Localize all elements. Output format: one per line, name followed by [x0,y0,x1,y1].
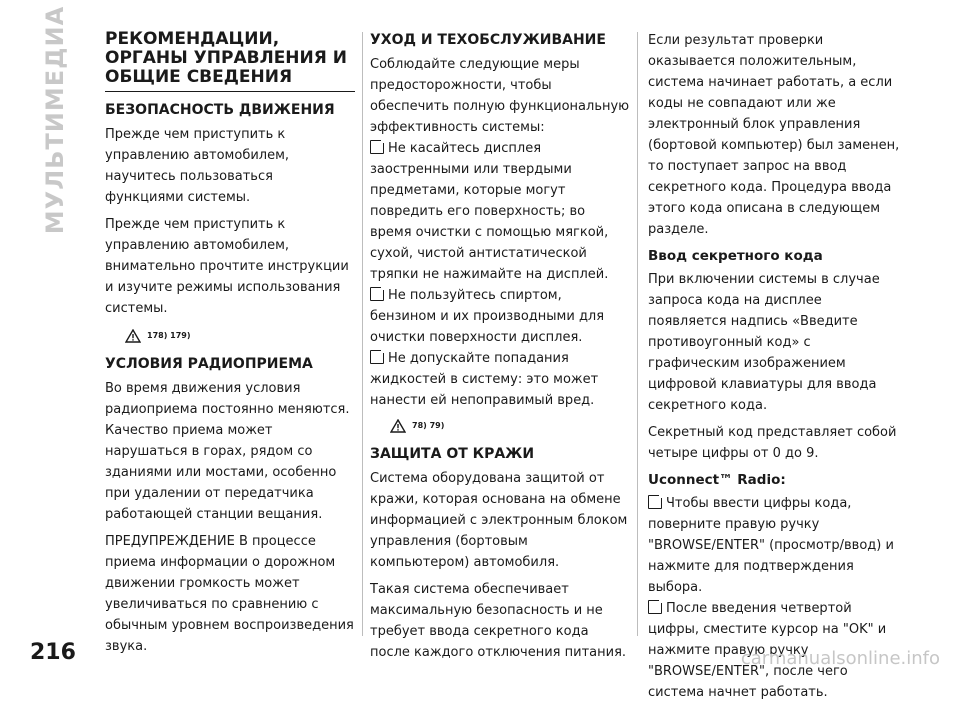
subsection-title: Uconnect™ Radio: [648,472,786,488]
column-1 [105,30,355,663]
warning-references [125,325,355,346]
list-item: После введения четвертой цифры, сместите курсор на "OK" и нажмите правую ручку "BROWSE/ENTER", после чего система начнет работать. [648,601,887,700]
section-label: МУЛЬТИМЕДИА [41,5,70,235]
paragraph: Система оборудована защитой от кражи, которая основана на обмене информацией с электронным блоком управления (бортовым компьютером) автомобиля. [370,471,628,570]
checkbox-bullet-icon [370,350,384,364]
checkbox-bullet-icon [648,600,662,614]
column-divider [362,32,363,636]
warning-triangle-icon [125,329,141,343]
section-title: УСЛОВИЯ РАДИОПРИЕМА [105,356,313,372]
paragraph: Соблюдайте следующие меры предосторожности, чтобы обеспечить полную функциональную эффективность системы: [370,57,630,135]
paragraph: Такая система обеспечивает максимальную безопасность и не требует ввода секретного кода после каждого отключения питания. [370,582,627,660]
list-item: Не пользуйтесь спиртом, бензином и их производными для очистки поверхности дисплея. [370,288,605,345]
paragraph: При включении системы в случае запроса кода на дисплее появляется надпись «Введите противоугонный код» с графическим изображением цифровой клавиатуры для ввода секретного кода. [648,272,880,413]
subsection-title: Ввод секретного кода [648,248,823,264]
list-item: Чтобы ввести цифры кода, поверните правую ручку "BROWSE/ENTER" (просмотр/ввод) и нажмите для подтверждения выбора. [648,496,894,595]
column-divider [637,32,638,636]
paragraph: Прежде чем приступить к управлению автомобилем, научитесь пользоваться функциями системы. [105,127,290,205]
section-sidebar [30,5,80,235]
list-item: Не допускайте попадания жидкостей в систему: это может нанести ей непоправимый вред. [370,351,599,408]
list-item: Не касайтесь дисплея заостренными или твердыми предметами, которые могут повредить его поверхность; во время очистки с помощью мягкой, сухой, чистой антистатической тряпки не нажимайте на дисплей. [370,141,609,282]
paragraph: Во время движения условия радиоприема постоянно меняются. Качество приема может нарушаться в горах, рядом со зданиями или мостами, особенно при удалении от передатчика работающей станции вещания. [105,381,350,522]
paragraph: Прежде чем приступить к управлению автомобилем, внимательно прочтите инструкции и изучите режимы использования системы. [105,217,349,316]
checkbox-bullet-icon [648,495,662,509]
column-3 [648,30,903,703]
paragraph: Секретный код представляет собой четыре цифры от 0 до 9. [648,425,897,461]
column-2 [370,30,630,669]
warning-triangle-icon [390,419,406,433]
section-title: УХОД И ТЕХОБСЛУЖИВАНИЕ [370,32,606,48]
checkbox-bullet-icon [370,287,384,301]
reference-numbers: 178) 179) [147,331,191,340]
section-title: ЗАЩИТА ОТ КРАЖИ [370,446,535,462]
section-title: БЕЗОПАСНОСТЬ ДВИЖЕНИЯ [105,102,335,118]
warning-references [390,415,630,436]
page-number: 216 [30,640,76,665]
checkbox-bullet-icon [370,140,384,154]
watermark: carmanualsonline.info [740,648,940,669]
chapter-title: РЕКОМЕНДАЦИИ, ОРГАНЫ УПРАВЛЕНИЯ И ОБЩИЕ СВЕДЕНИЯ [105,30,355,92]
reference-numbers: 78) 79) [412,421,445,430]
paragraph: Если результат проверки оказывается положительным, система начинает работать, а если коды не совпадают или же электронный блок управления (бортовой компьютер) был заменен, то поступает запрос на ввод секретного кода. Процедура ввода этого кода описана в следующем разделе. [648,33,900,237]
paragraph: ПРЕДУПРЕЖДЕНИЕ В процессе приема информации о дорожном движении громкость может увеличиваться по сравнению с обычным уровнем воспроизведения звука. [105,534,354,654]
